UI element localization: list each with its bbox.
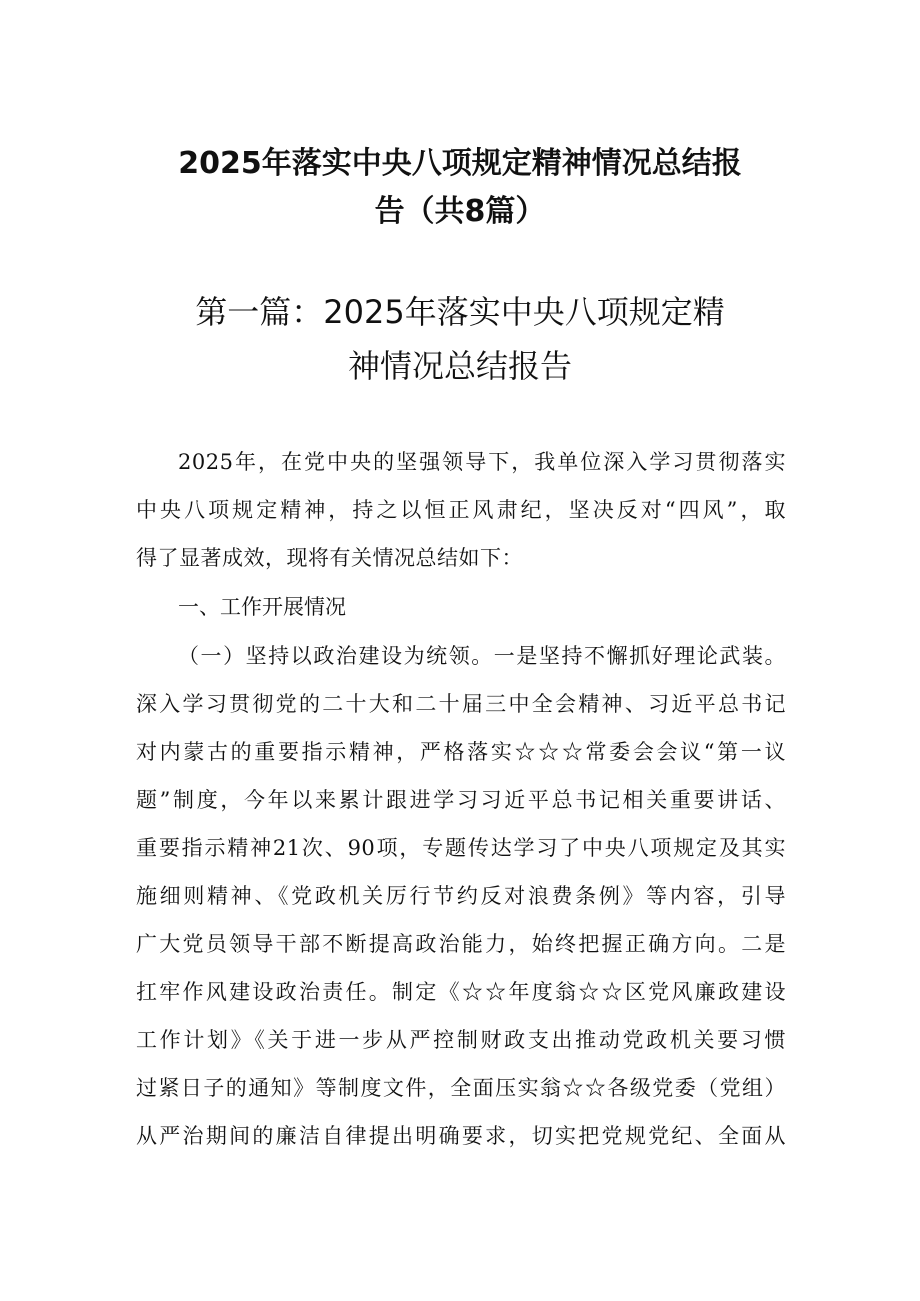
section-heading: 一、工作开展情况 [178,595,346,619]
document-title-line-1: 2025年落实中央八项规定精神情况总结报 [178,146,742,181]
body-text [136,438,786,1160]
paragraph-line: 深入学习贯彻党的二十大和二十届三中全会精神、习近平总书记 [136,692,786,716]
intro-line-3: 得了显著成效，现将有关情况总结如下： [136,546,523,570]
document-title-line-2: 告（共8篇） [374,194,546,229]
intro-line-1: 2025年，在党中央的坚强领导下，我单位深入学习贯彻落实 [178,450,786,474]
paragraph-line: 工作计划》《关于进一步从严控制财政支出推动党政机关要习惯 [136,1028,786,1052]
paragraph-line: 题”制度，今年以来累计跟进学习习近平总书记相关重要讲话、 [136,788,786,812]
intro-line-2: 中央八项规定精神，持之以恒正风肃纪，坚决反对“四风”，取 [136,498,786,522]
paragraph-line: 扛牢作风建设政治责任。制定《☆☆年度翁☆☆区党风廉政建设 [136,980,786,1004]
chapter-title-line-1: 第一篇：2025年落实中央八项规定精 [195,293,725,331]
paragraph-line: 对内蒙古的重要指示精神，严格落实☆☆☆常委会会议“第一议 [136,740,786,764]
paragraph-line: 施细则精神、《党政机关厉行节约反对浪费条例》等内容，引导 [136,884,786,908]
paragraph-line: （一）坚持以政治建设为统领。一是坚持不懈抓好理论武装。 [178,644,786,668]
paragraph-line: 广大党员领导干部不断提高政治能力，始终把握正确方向。二是 [136,932,786,956]
paragraph-line: 过紧日子的通知》等制度文件，全面压实翁☆☆各级党委（党组） [136,1076,786,1100]
chapter-title [140,285,780,393]
paragraph-line: 重要指示精神21次、90项，专题传达学习了中央八项规定及其实 [136,836,786,860]
chapter-title-line-2: 神情况总结报告 [347,347,572,385]
document-title [120,140,800,236]
paragraph-line: 从严治期间的廉洁自律提出明确要求，切实把党规党纪、全面从 [136,1124,786,1148]
